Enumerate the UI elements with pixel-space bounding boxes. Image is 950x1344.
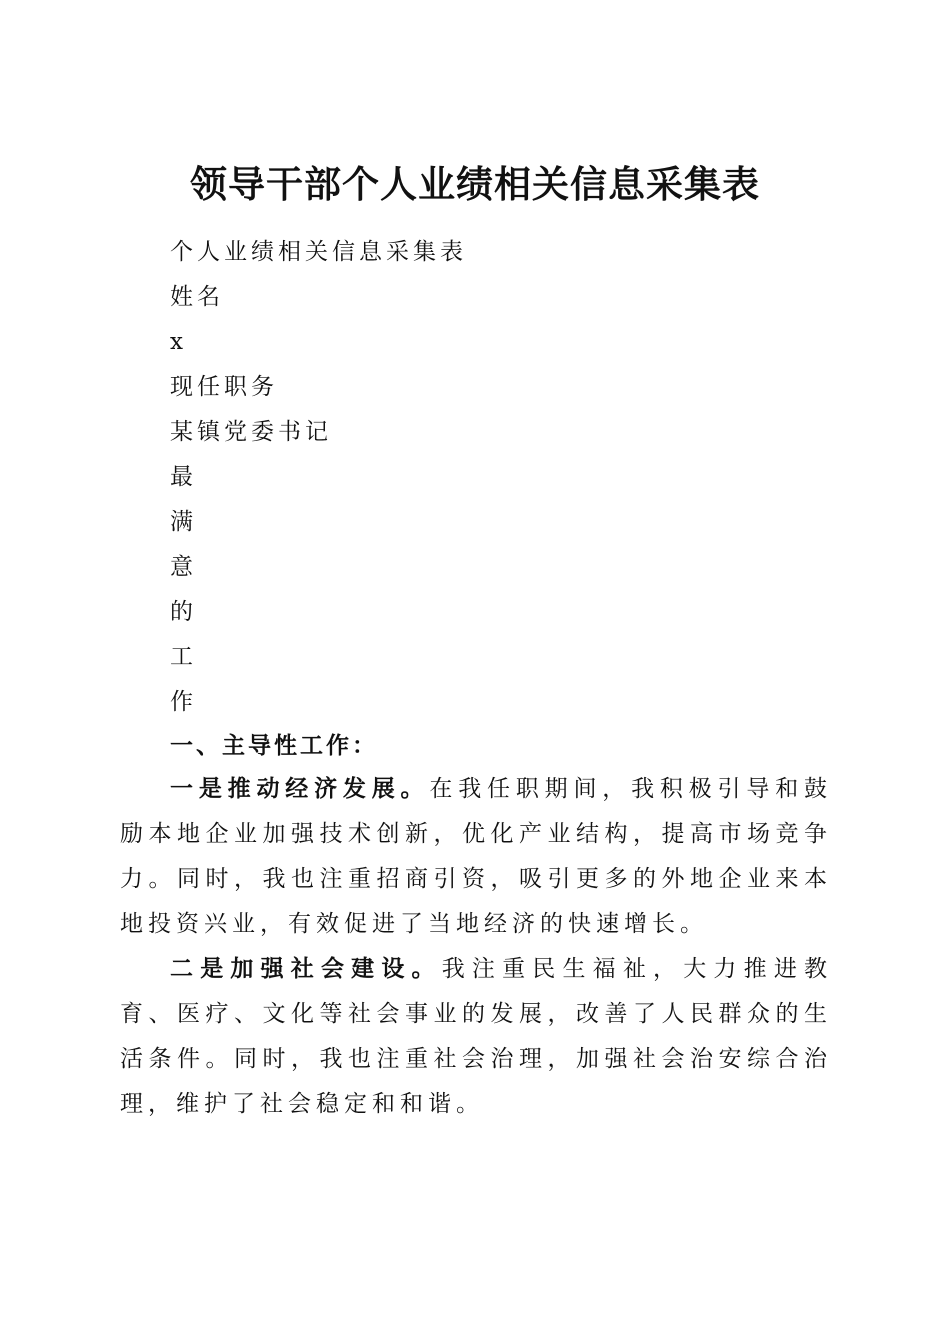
paragraph-body: 我注重民生福祉，大力推进教育、医疗、文化等社会事业的发展，改善了人民群众的生活条件。同时，我也注重社会治理，加强社会治安综合治理，维护了社会稳定和和谐。 <box>120 956 833 1117</box>
vertical-label-char: 的 <box>170 599 197 625</box>
section-heading: 一、主导性工作： <box>170 732 378 759</box>
vertical-label-char: 意 <box>170 554 197 580</box>
document-title: 领导干部个人业绩相关信息采集表 <box>190 161 760 206</box>
form-subtitle: 个人业绩相关信息采集表 <box>170 239 467 265</box>
paragraph-body: 在我任职期间，我积极引导和鼓励本地企业加强技术创新，优化产业结构，提高市场竞争力。同时，我也注重招商引资，吸引更多的外地企业来本地投资兴业，有效促进了当地经济的快速增长。 <box>120 776 833 937</box>
field-value-position: 某镇党委书记 <box>170 419 332 445</box>
paragraph-lead: 一是推动经济发展。 <box>170 775 430 802</box>
vertical-label-char: 满 <box>170 509 197 535</box>
vertical-label-char: 工 <box>170 644 197 670</box>
body-paragraph <box>120 946 832 1127</box>
form-field-lines <box>170 230 850 725</box>
field-label-name: 姓名 <box>170 284 224 310</box>
vertical-label-char: 作 <box>170 689 197 715</box>
paragraph-lead: 二是加强社会建设。 <box>170 955 442 982</box>
vertical-label-char: 最 <box>170 464 197 490</box>
field-value-name: x <box>170 329 187 355</box>
body-paragraph <box>120 766 832 947</box>
field-label-position: 现任职务 <box>170 374 278 400</box>
